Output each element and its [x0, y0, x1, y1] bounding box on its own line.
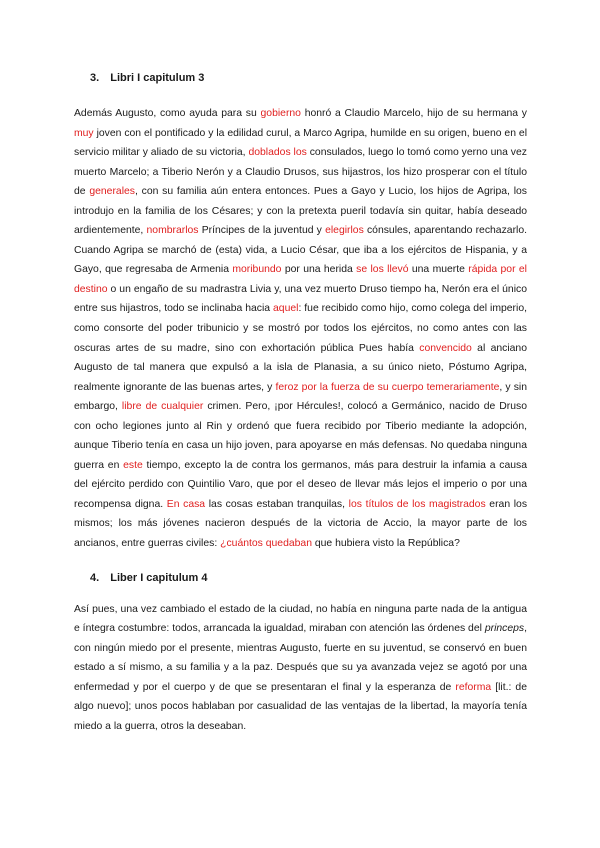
text-run: honró a Claudio Marcelo, hijo de su hermana y — [300, 108, 528, 119]
highlighted-term: nombrarlos — [146, 225, 199, 237]
text-run: por una herida — [281, 264, 357, 276]
section-heading-4 — [90, 570, 527, 586]
text-run: una muerte — [408, 264, 469, 276]
highlighted-term: muy — [74, 127, 94, 139]
text-run: : fue recibido como hijo, como colega del imperio, como consorte del poder tribunicio y se mostró por todos los ejércitos, no como antes con las oscuras artes de su madre, sino con exhortación pública Pues había — [74, 303, 527, 354]
highlighted-term: feroz por la fuerza de su cuerpo temerariamente — [275, 381, 500, 393]
text-run: , con su familia aún entera entonces. Pues a Gayo y Lucio, los hijos de Agripa, los introdujo en la familia de los Césares; y con la pretexta pueril todavía sin quitar, había deseado ardientemente, — [74, 186, 527, 237]
highlighted-term: los títulos de los magistrados — [348, 498, 486, 510]
text-run: [lit.: de algo nuevo]; unos pocos hablaban por casualidad de las ventajas de la libertad, la mayoría tenía miedo a la guerra, otros la deseaban. — [74, 681, 527, 732]
section-title: Liber I capitulum 4 — [110, 571, 208, 584]
highlighted-term: reforma — [455, 681, 492, 693]
highlighted-term: elegirlos — [325, 225, 364, 237]
highlighted-term: libre de cualquier — [121, 401, 204, 413]
section-body-4 — [74, 600, 527, 737]
text-run: eran los mismos; los más jóvenes nacieron después de la victoria de Accio, la mayor parte de los ancianos, entre guerras civiles: — [74, 498, 528, 550]
text-run: , y sin embargo, — [74, 381, 527, 413]
highlighted-term: se los llevó — [356, 264, 409, 276]
text-run: consulados, luego lo tomó como yerno una vez muerto Marcelo; a Tiberio Nerón y a Claudio Drusos, sus hijastros, los hizo prosperar con el título de — [74, 147, 527, 198]
text-run: Así pues, una vez cambiado el estado de la ciudad, no había en ninguna parte nada de la antigua e íntegra costumbre: todos, arrancada la igualdad, miraban con atención las órdenes del — [74, 603, 527, 635]
section-body-3 — [74, 104, 527, 554]
section-number: 3. — [90, 72, 100, 84]
text-run: las cosas estaban tranquilas, — [205, 498, 349, 510]
text-run: cónsules, aparentando rechazarlo. Cuando Agripa se marchó de (esta) vida, a Lucio César, que iba a los ejércitos de Hispania, y a Gayo, que regresaba de Armenia — [74, 225, 527, 276]
highlighted-term: moribundo — [232, 264, 282, 276]
text-run: o un engaño de su madrastra Livia y, una vez muerto Druso tiempo ha, Nerón era el único entre sus hijastros, todo se inclinaba hacia — [74, 283, 527, 315]
highlighted-term: generales — [89, 186, 135, 198]
highlighted-term: En casa — [166, 498, 206, 510]
highlighted-term: convencido — [419, 342, 472, 354]
highlighted-term: ¿cuántos quedaban — [220, 538, 312, 550]
text-run: tiempo, excepto la de contra los germanos, más para destruir la infamia a causa del ejército perdido con Quintilio Varo, que por el deseo de llevar más lejos el imperio o por una recompensa digna. — [74, 459, 527, 510]
text-run: joven con el pontificado y la edilidad curul, a Marco Agripa, humilde en su origen, bueno en el servicio militar y aliado de su victoria, — [74, 127, 527, 159]
text-run: Además Augusto, como ayuda para su — [74, 108, 261, 119]
text-run: Príncipes de la juventud y — [198, 225, 326, 237]
text-run: que hubiera visto la República? — [311, 538, 460, 550]
section-number: 4. — [90, 571, 100, 584]
text-run: , con ningún miedo por el presente, mientras Augusto, fuerte en su juventud, se conservó en buen estado a sí mismo, a su familia y a la paz. Después que su ya avanzada vejez se agotó por una enfermedad y por el cuerpo y de que se presentaran el final y la esperanza de — [74, 623, 527, 693]
text-run: al anciano Augusto de tal manera que expulsó a la isla de Planasia, a su único nieto, Póstumo Agripa, realmente ignorante de las buenas artes, y — [74, 342, 527, 393]
highlighted-term: rápida por el destino — [74, 264, 527, 295]
highlighted-term: doblados los — [248, 147, 307, 159]
highlighted-term: gobierno — [260, 108, 301, 119]
section-heading-3 — [90, 70, 527, 86]
text-run: crimen. Pero, ¡por Hércules!, colocó a Germánico, nacido de Druso con ocho legiones junto al Rin y ordenó que fuera recibido por Tiberio mediante la adopción, aunque Tiberio tenía en casa un hijo joven, para apoyarse en más defensas. No quedaba ninguna guerra en — [74, 401, 527, 471]
italic-term: princeps — [484, 623, 525, 635]
section-title: Libri I capitulum 3 — [110, 72, 205, 84]
highlighted-term: este — [123, 459, 143, 471]
highlighted-term: aquel — [273, 303, 299, 315]
